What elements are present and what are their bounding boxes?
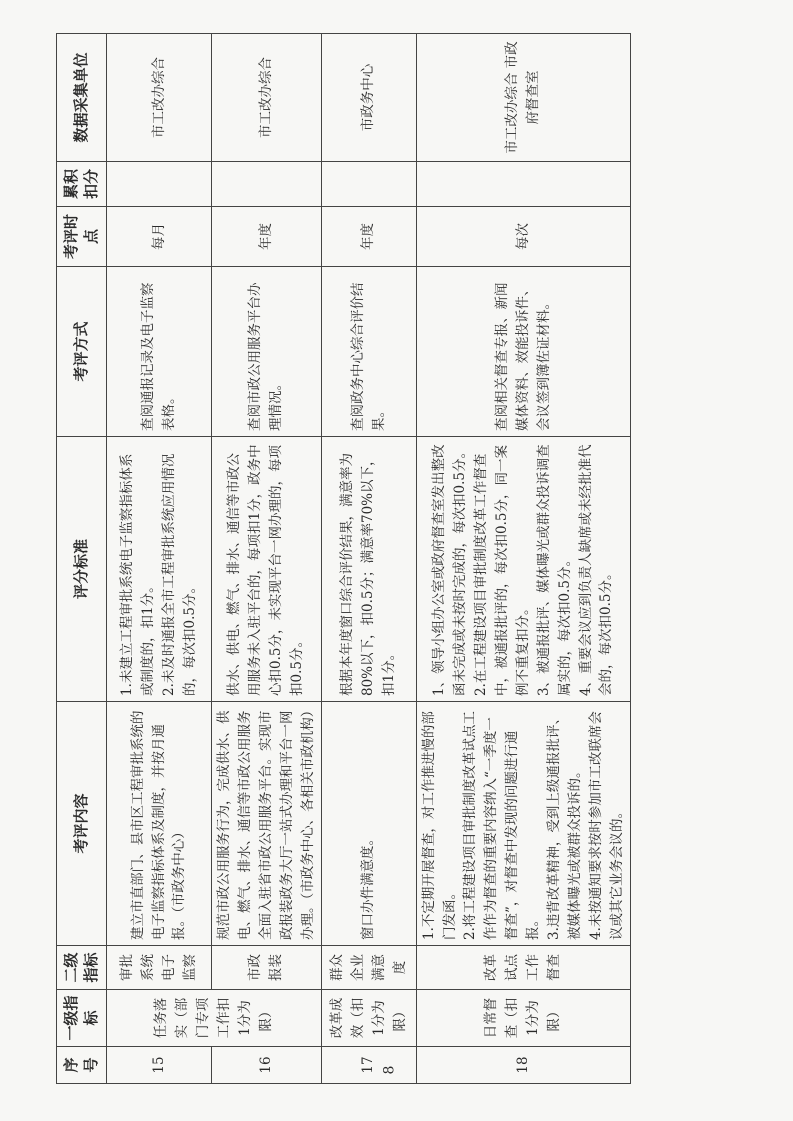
row-seq: 15 — [107, 1047, 212, 1084]
evaluation-table — [56, 33, 631, 1084]
row-content: 窗口办件满意度。 — [321, 702, 416, 946]
row-level1: 日常督查（扣1分为限） — [416, 990, 630, 1047]
row-seq: 16 — [212, 1047, 322, 1084]
row-deduct — [416, 162, 630, 207]
header-row — [57, 34, 107, 1084]
row-level2: 市政报装 — [212, 946, 322, 990]
row-content: 1.不定期开展督查，对工作推进慢的部门发函。 2.将工程建设项目审批制度改革试点工作作为督查的重要内容纳入“一季度一督查”，对督查中发现的问题进行通报。 3.违背改革精神，受到上级通报批评、被媒体曝光或被群众投诉的。 4.未按通知要求按时参加市工改联席会议或其它业务会议的。 — [416, 702, 630, 946]
row-level2: 群众企业满意度 — [321, 946, 416, 990]
row-level1: 任务落实（部门专项工作扣1分为限） — [107, 990, 322, 1047]
row-deduct — [212, 162, 322, 207]
header-seq: 序号 — [57, 1047, 107, 1084]
table-row — [321, 34, 416, 1084]
row-unit: 市工改办综合 市政府督查室 — [416, 34, 630, 162]
row-level1: 改革成效（扣1分为限） — [321, 990, 416, 1047]
header-deduct: 累积扣分 — [57, 162, 107, 207]
row-criteria: 1、领导小组办公室或政府督查室发出整改函未完成或未按时完成的，每次扣0.5分。 2.在工程建设项目审批制度改革工作督查中，被通报批评的，每次扣0.5分，同一案例不重复扣分。 3、被通报批评、媒体曝光或群众投诉调查属实的，每次扣0.5分。 4、重要会议应到负责人缺席或未经批准代会的，每次扣0.5分。 — [416, 437, 630, 702]
row-method: 查阅通报记录及电子监察表格。 — [107, 267, 212, 437]
row-method: 查阅相关督查专报、新闻媒体资料、效能投诉件、会议签到簿佐证材料。 — [416, 267, 630, 437]
row-criteria: 根据本年度窗口综合评价结果，满意率为80%以下，扣0.5分；满意率70%以下，扣1分。 — [321, 437, 416, 702]
page-number: 8 — [381, 1065, 398, 1075]
row-unit: 市政务中心 — [321, 34, 416, 162]
row-seq: 17 — [321, 1047, 416, 1084]
header-unit: 数据采集单位 — [57, 34, 107, 162]
row-unit: 市工改办综合 — [107, 34, 212, 162]
row-timing: 每次 — [416, 207, 630, 267]
row-deduct — [107, 162, 212, 207]
row-unit: 市工改办综合 — [212, 34, 322, 162]
row-deduct — [321, 162, 416, 207]
table-row — [212, 34, 322, 1084]
header-level2: 二级指标 — [57, 946, 107, 990]
row-timing: 年度 — [321, 207, 416, 267]
row-method: 查阅政务中心综合评价结果。 — [321, 267, 416, 437]
header-criteria: 评分标准 — [57, 437, 107, 702]
row-seq: 18 — [416, 1047, 630, 1084]
row-criteria: 供水、供电、燃气、排水、通信等市政公用服务未入驻平台的，每项扣1分，政务中心扣0.5分，未实现平台一网办理的，每项扣0.5分。 — [212, 437, 322, 702]
header-content: 考评内容 — [57, 702, 107, 946]
row-level2: 改革试点工作督查 — [416, 946, 630, 990]
row-content: 建立市直部门、县市区工程审批系统的电子监察指标体系及制度，并按月通报。（市政务中心） — [107, 702, 212, 946]
row-timing: 年度 — [212, 207, 322, 267]
header-timing: 考评时点 — [57, 207, 107, 267]
row-criteria: 1.未建立工程审批系统电子监察指标体系或制度的，扣1分。 2.未及时通报全市工程审批系统应用情况的，每次扣0.5分。 — [107, 437, 212, 702]
header-method: 考评方式 — [57, 267, 107, 437]
table-row — [416, 34, 630, 1084]
row-level2: 审批系统电子监察 — [107, 946, 212, 990]
row-method: 查阅市政公用服务平台办理情况。 — [212, 267, 322, 437]
table-row — [107, 34, 212, 1084]
header-level1: 一级指标 — [57, 990, 107, 1047]
row-content: 规范市政公用服务行为，完成供水、供电、燃气、排水、通信等市政公用服务全面入驻省市政公用服务平台。实现市政报装政务大厅一站式办理和平台一网办理。（市政务中心、各相关市政机构） — [212, 702, 322, 946]
rotated-table-wrapper — [56, 34, 625, 1084]
row-timing: 每月 — [107, 207, 212, 267]
